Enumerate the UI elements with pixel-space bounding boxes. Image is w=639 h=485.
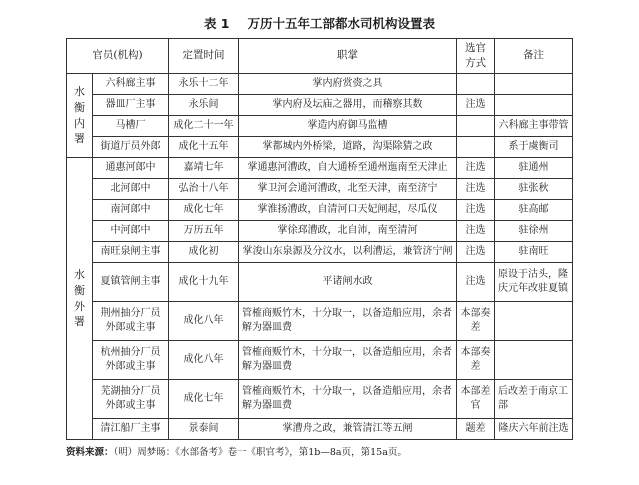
cell-duty: 掌内府及坛庙之器用，而稽察其数 — [239, 95, 457, 116]
table-row — [67, 341, 573, 380]
cell-duty: 掌都城内外桥梁，道路，沟渠除猜之政 — [239, 137, 457, 158]
table-title — [0, 14, 639, 32]
header-time: 定置时间 — [169, 39, 239, 74]
cell-note — [495, 302, 573, 341]
cell-method — [457, 74, 495, 95]
cell-method: 注选 — [457, 179, 495, 200]
cell-duty: 掌内府赏赍之具 — [239, 74, 457, 95]
cell-office: 通惠河郎中 — [93, 158, 169, 179]
office-table — [66, 38, 573, 440]
cell-note: 驻南旺 — [495, 242, 573, 263]
cell-time: 景泰间 — [169, 419, 239, 440]
cell-time: 嘉靖七年 — [169, 158, 239, 179]
cell-office: 清江船厂主事 — [93, 419, 169, 440]
cell-note: 驻高邮 — [495, 200, 573, 221]
cell-time: 弘治十八年 — [169, 179, 239, 200]
table-number: 表 1 — [203, 16, 230, 31]
cell-duty: 掌通惠河漕政，自大通桥至通州迤南至天津止 — [239, 158, 457, 179]
cell-office: 南河郎中 — [93, 200, 169, 221]
cell-time: 成化七年 — [169, 380, 239, 419]
table-row — [67, 221, 573, 242]
group-outer: 水衡外署 — [67, 158, 93, 440]
table-row — [67, 116, 573, 137]
source-text: （明）周梦旸：《水部备考》卷一《职官考》，第1b—8a页，第15a页。 — [113, 447, 407, 458]
cell-office: 街道厅员外郎 — [93, 137, 169, 158]
cell-time: 成化初 — [169, 242, 239, 263]
table-row — [67, 263, 573, 302]
table-row — [67, 137, 573, 158]
header-duty: 职掌 — [239, 39, 457, 74]
cell-note: 驻张秋 — [495, 179, 573, 200]
cell-time: 成化八年 — [169, 341, 239, 380]
cell-time: 成化八年 — [169, 302, 239, 341]
cell-duty: 管榷商贩竹木，十分取一，以备造船应用，余者解为器皿费 — [239, 380, 457, 419]
cell-duty: 掌徐邳漕政，北自沛，南至清河 — [239, 221, 457, 242]
cell-note — [495, 74, 573, 95]
cell-time: 成化十五年 — [169, 137, 239, 158]
cell-duty: 平诸闸水政 — [239, 263, 457, 302]
header-office: 官员(机构) — [67, 39, 169, 74]
cell-duty: 掌浚山东泉源及分汶水，以利漕运，兼管济宁闸 — [239, 242, 457, 263]
cell-duty: 掌漕舟之政，兼管清江等五闸 — [239, 419, 457, 440]
source-label: 资料来源： — [66, 447, 114, 458]
cell-time: 成化七年 — [169, 200, 239, 221]
cell-office: 杭州抽分厂员外郎或主事 — [93, 341, 169, 380]
cell-office: 中河郎中 — [93, 221, 169, 242]
cell-office: 荆州抽分厂员外郎或主事 — [93, 302, 169, 341]
cell-method — [457, 137, 495, 158]
cell-duty: 掌淮扬漕政，自清河口天妃闸起，尽瓜仪 — [239, 200, 457, 221]
table-row — [67, 179, 573, 200]
cell-method: 注选 — [457, 200, 495, 221]
header-method: 选官方式 — [457, 39, 495, 74]
cell-method: 注选 — [457, 242, 495, 263]
cell-office: 夏镇管闸主事 — [93, 263, 169, 302]
cell-method: 题差 — [457, 419, 495, 440]
cell-office: 北河郎中 — [93, 179, 169, 200]
cell-time: 永乐间 — [169, 95, 239, 116]
table-row — [67, 158, 573, 179]
cell-office: 马槽厂 — [93, 116, 169, 137]
cell-method: 本部奏差 — [457, 341, 495, 380]
cell-note — [495, 341, 573, 380]
cell-office: 芜湖抽分厂员外郎或主事 — [93, 380, 169, 419]
source-note — [66, 444, 407, 458]
group-inner: 水衡内署 — [67, 74, 93, 158]
cell-duty: 掌造内府御马监槽 — [239, 116, 457, 137]
cell-method: 本部差官 — [457, 380, 495, 419]
table-row — [67, 242, 573, 263]
cell-method: 本部奏差 — [457, 302, 495, 341]
cell-note: 驻徐州 — [495, 221, 573, 242]
cell-method: 注选 — [457, 95, 495, 116]
cell-note: 原设于沽头，隆庆元年改驻夏镇 — [495, 263, 573, 302]
table-row — [67, 95, 573, 116]
cell-note: 六科廊主事带管 — [495, 116, 573, 137]
cell-duty: 管榷商贩竹木，十分取一，以备造船应用，余者解为器皿费 — [239, 341, 457, 380]
cell-note: 后改差于南京工部 — [495, 380, 573, 419]
cell-time: 成化二十一年 — [169, 116, 239, 137]
cell-note: 系于虞衡司 — [495, 137, 573, 158]
cell-time: 永乐十二年 — [169, 74, 239, 95]
cell-office: 六科廊主事 — [93, 74, 169, 95]
cell-duty: 掌卫河会通河漕政，北至天津，南至济宁 — [239, 179, 457, 200]
table-row — [67, 200, 573, 221]
table-row — [67, 419, 573, 440]
cell-note: 隆庆六年前注选 — [495, 419, 573, 440]
header-note: 备注 — [495, 39, 573, 74]
cell-duty: 管榷商贩竹木，十分取一，以备造船应用，余者解为器皿费 — [239, 302, 457, 341]
cell-note — [495, 95, 573, 116]
cell-time: 万历五年 — [169, 221, 239, 242]
header-row — [67, 39, 573, 74]
cell-office: 南旺泉闸主事 — [93, 242, 169, 263]
table-title-text: 万历十五年工部都水司机构设置表 — [247, 16, 436, 31]
cell-time: 成化十九年 — [169, 263, 239, 302]
cell-method: 注选 — [457, 158, 495, 179]
cell-method — [457, 116, 495, 137]
table-row — [67, 302, 573, 341]
cell-office: 器皿厂主事 — [93, 95, 169, 116]
cell-note: 驻通州 — [495, 158, 573, 179]
table-row — [67, 74, 573, 95]
table-row — [67, 380, 573, 419]
cell-method: 注选 — [457, 221, 495, 242]
cell-method: 注选 — [457, 263, 495, 302]
